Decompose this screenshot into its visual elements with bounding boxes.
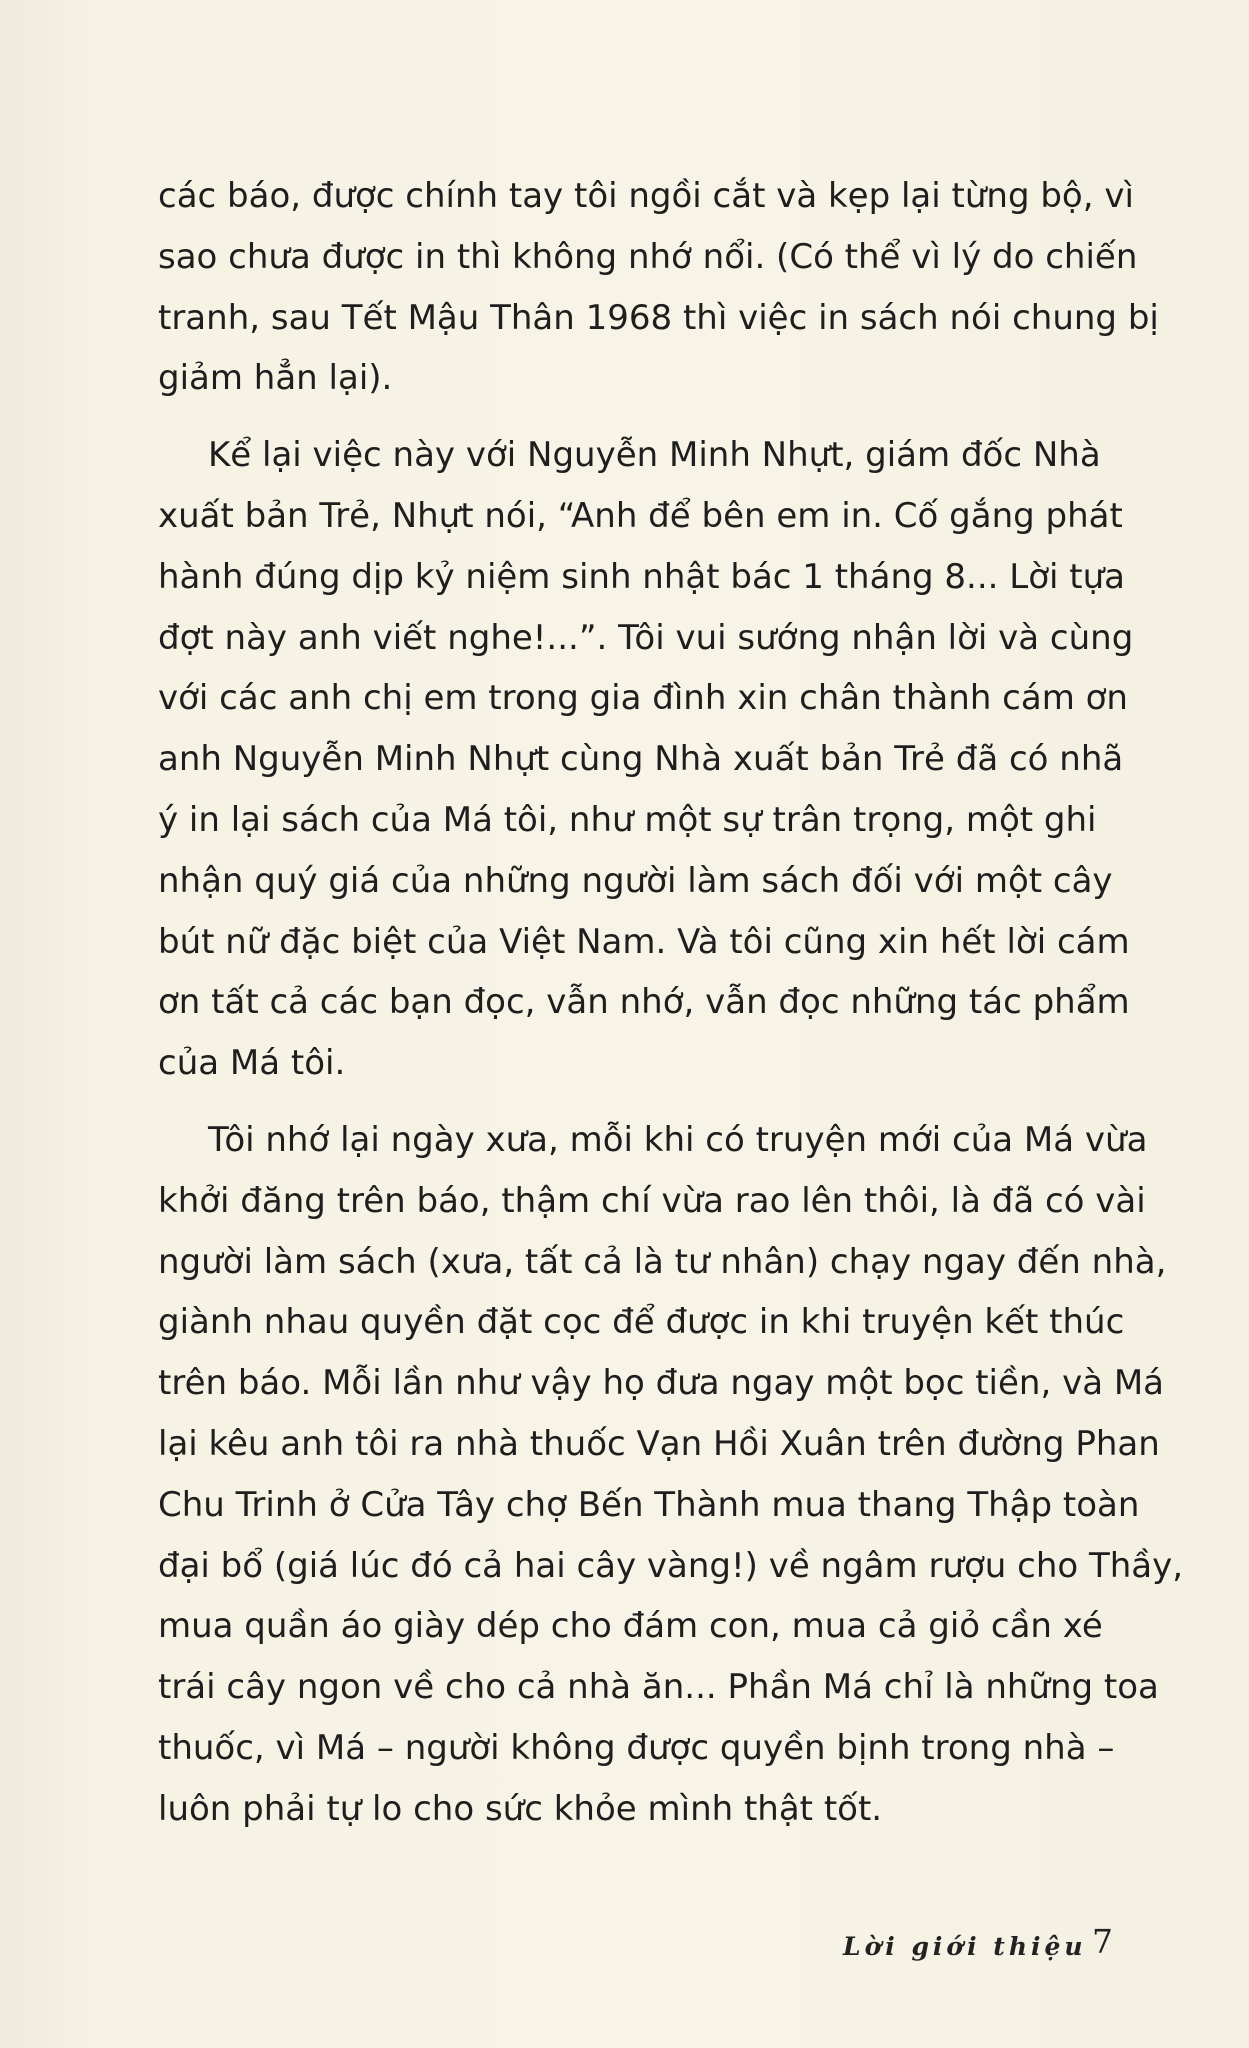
body-text: [158, 166, 1184, 1840]
paragraph-2: [158, 425, 1134, 1094]
text-line: ý in lại sách của Má tôi, như một sự trân trọng, một ghi: [158, 799, 1097, 840]
text-line: hành đúng dịp kỷ niệm sinh nhật bác 1 tháng 8... Lời tựa: [158, 556, 1125, 597]
text-line: của Má tôi.: [158, 1043, 346, 1084]
text-line: thuốc, vì Má – người không được quyền bịnh trong nhà –: [158, 1727, 1115, 1768]
text-line: đại bổ (giá lúc đó cả hai cây vàng!) về ngâm rượu cho Thầy,: [158, 1545, 1184, 1586]
text-line: xuất bản Trẻ, Nhựt nói, “Anh để bên em in. Cố gắng phát: [158, 495, 1123, 536]
text-line: giành nhau quyền đặt cọc để được in khi truyện kết thúc: [158, 1302, 1125, 1343]
text-line: nhận quý giá của những người làm sách đối với một cây: [158, 860, 1113, 901]
text-line: Chu Trinh ở Cửa Tây chợ Bến Thành mua thang Thập toàn: [158, 1484, 1140, 1525]
text-line: người làm sách (xưa, tất cả là tư nhân) chạy ngay đến nhà,: [158, 1241, 1167, 1282]
text-line: với các anh chị em trong gia đình xin chân thành cám ơn: [158, 678, 1128, 719]
text-line: đợt này anh viết nghe!...”. Tôi vui sướng nhận lời và cùng: [158, 617, 1134, 658]
text-line: luôn phải tự lo cho sức khỏe mình thật tốt.: [158, 1788, 883, 1829]
text-line: mua quần áo giày dép cho đám con, mua cả giỏ cần xé: [158, 1606, 1103, 1647]
paragraph-3: [158, 1110, 1184, 1840]
text-line: sao chưa được in thì không nhớ nổi. (Có thể vì lý do chiến: [158, 236, 1138, 277]
text-line: trên báo. Mỗi lần như vậy họ đưa ngay một bọc tiền, và Má: [158, 1363, 1165, 1404]
running-footer: [843, 1922, 1113, 1972]
text-line: giảm hẳn lại).: [158, 358, 393, 399]
chapter-title: Lời giới thiệu: [843, 1932, 1087, 1961]
text-line: bút nữ đặc biệt của Việt Nam. Và tôi cũng xin hết lời cám: [158, 921, 1130, 962]
text-line: khởi đăng trên báo, thậm chí vừa rao lên thôi, là đã có vài: [158, 1180, 1146, 1221]
text-line: ơn tất cả các bạn đọc, vẫn nhớ, vẫn đọc những tác phẩm: [158, 982, 1130, 1023]
text-line: Kể lại việc này với Nguyễn Minh Nhựt, giám đốc Nhà: [208, 435, 1101, 476]
text-line: tranh, sau Tết Mậu Thân 1968 thì việc in sách nói chung bị: [158, 297, 1159, 338]
text-line: Tôi nhớ lại ngày xưa, mỗi khi có truyện mới của Má vừa: [208, 1119, 1148, 1160]
text-line: trái cây ngon về cho cả nhà ăn... Phần Má chỉ là những toa: [158, 1667, 1159, 1708]
paragraph-1: [158, 166, 1159, 409]
text-line: lại kêu anh tôi ra nhà thuốc Vạn Hồi Xuân trên đường Phan: [158, 1423, 1160, 1464]
text-line: các báo, được chính tay tôi ngồi cắt và kẹp lại từng bộ, vì: [158, 176, 1134, 216]
page-number: 7: [1092, 1922, 1113, 1961]
text-line: anh Nguyễn Minh Nhựt cùng Nhà xuất bản Trẻ đã có nhã: [158, 739, 1124, 780]
